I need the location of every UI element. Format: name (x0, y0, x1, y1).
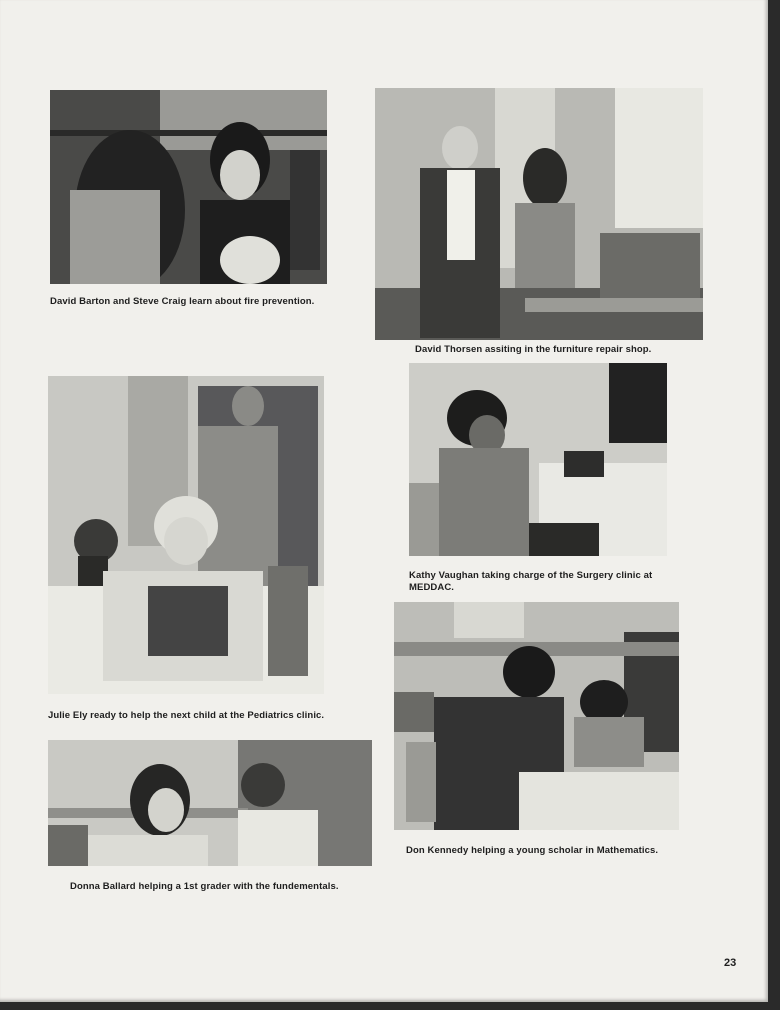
photo-surgery-clinic (409, 363, 667, 556)
photo-first-grade (48, 740, 372, 866)
caption-pediatrics-clinic: Julie Ely ready to help the next child at the Pediatrics clinic. (48, 710, 325, 721)
photo-fire-prevention (50, 90, 327, 284)
caption-first-grade: Donna Ballard helping a 1st grader with the fundementals. (70, 881, 339, 892)
photo-mathematics (394, 602, 679, 830)
caption-surgery-clinic: Kathy Vaughan taking charge of the Surgery clinic at MEDDAC. (409, 570, 653, 593)
photo-pediatrics-clinic (48, 376, 324, 694)
photo-furniture-repair (375, 88, 703, 340)
page-number: 23 (724, 957, 737, 969)
caption-fire-prevention: David Barton and Steve Craig learn about fire prevention. (50, 296, 315, 307)
caption-furniture-repair: David Thorsen assiting in the furniture repair shop. (415, 344, 652, 355)
caption-mathematics: Don Kennedy helping a young scholar in Mathematics. (406, 845, 659, 856)
